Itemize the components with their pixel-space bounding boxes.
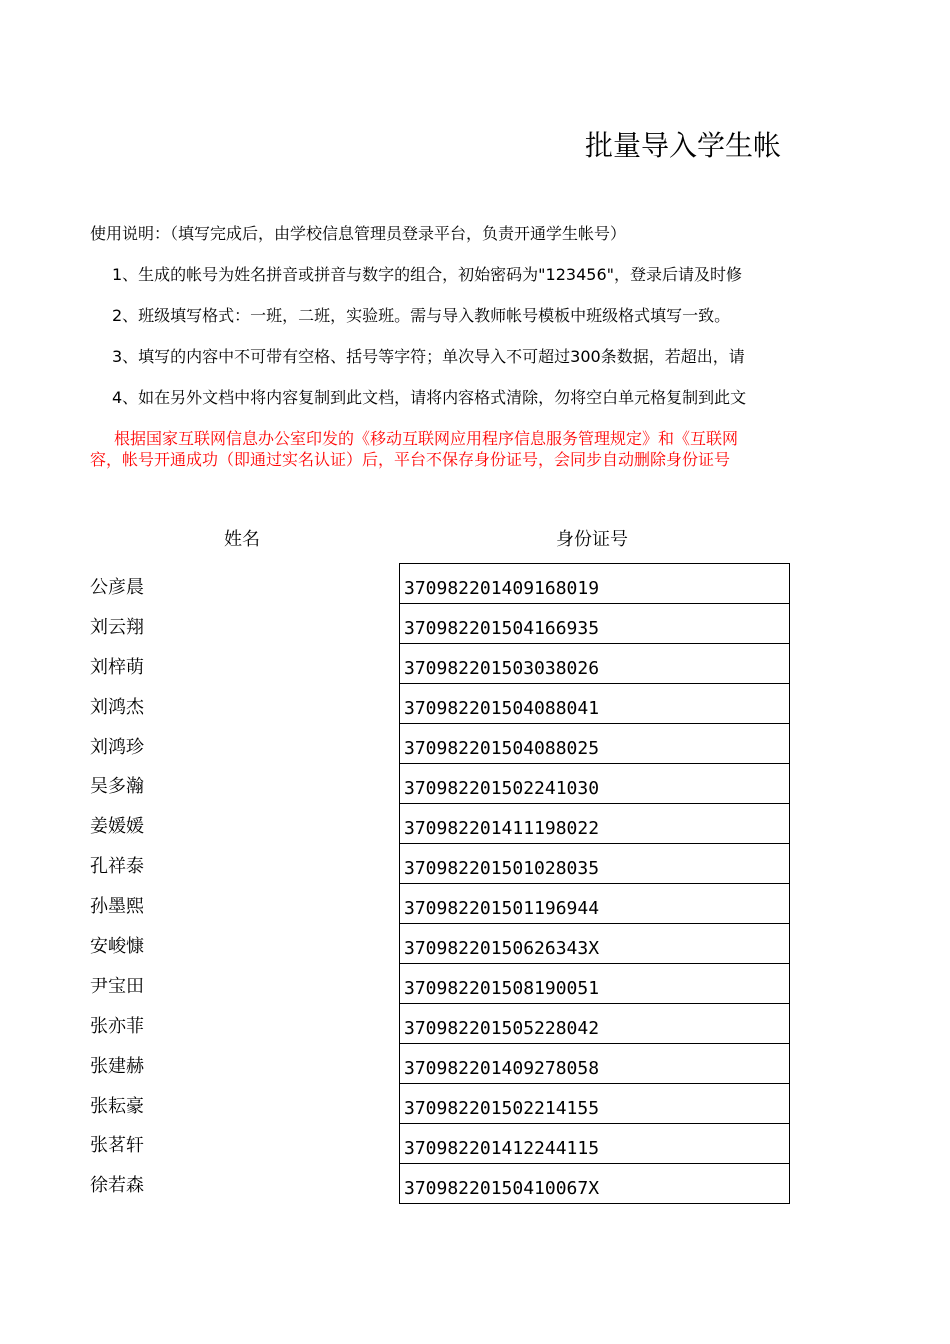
id-number-cell[interactable]: 370982201409278058 — [400, 1044, 789, 1084]
name-cell[interactable]: 张亦菲 — [90, 1015, 144, 1037]
id-number-cell[interactable]: 37098220150626343X — [400, 924, 789, 964]
id-number-cell[interactable]: 370982201411198022 — [400, 804, 789, 844]
name-cell[interactable]: 姜媛媛 — [90, 816, 144, 838]
name-cell[interactable]: 孔祥泰 — [90, 856, 144, 878]
name-cell[interactable]: 张茗轩 — [90, 1135, 144, 1157]
id-number-cell[interactable]: 370982201501196944 — [400, 884, 789, 924]
id-number-cell[interactable]: 370982201502241030 — [400, 764, 789, 804]
id-number-cell[interactable]: 370982201504166935 — [400, 604, 789, 644]
notice-line-2: 容，帐号开通成功（即通过实名认证）后，平台不保存身份证号，会同步自动删除身份证号 — [90, 450, 731, 469]
instruction-item-4: 4、如在另外文档中将内容复制到此文档，请将内容格式清除，勿将空白单元格复制到此文 — [112, 388, 747, 407]
name-cell[interactable]: 刘梓萌 — [90, 656, 144, 678]
id-number-cell[interactable]: 370982201412244115 — [400, 1124, 789, 1164]
name-cell[interactable]: 张耘豪 — [90, 1095, 144, 1117]
name-cell[interactable]: 吴多瀚 — [90, 776, 144, 798]
id-number-cell[interactable]: 370982201504088041 — [400, 684, 789, 724]
id-number-cell[interactable]: 370982201503038026 — [400, 644, 789, 684]
instruction-item-1: 1、生成的帐号为姓名拼音或拼音与数字的组合，初始密码为"123456"，登录后请及时修 — [112, 265, 742, 284]
instruction-item-2: 2、班级填写格式：一班，二班，实验班。需与导入教师帐号模板中班级格式填写一致。 — [112, 306, 731, 325]
id-column-header: 身份证号 — [556, 529, 628, 550]
id-number-cell[interactable]: 370982201409168019 — [400, 564, 789, 604]
id-number-cell[interactable]: 370982201504088025 — [400, 724, 789, 764]
name-cell[interactable]: 张建赫 — [90, 1055, 144, 1077]
name-cell[interactable]: 孙墨熙 — [90, 896, 144, 918]
notice-line-1: 根据国家互联网信息办公室印发的《移动互联网应用程序信息服务管理规定》和《互联网 — [114, 429, 739, 448]
id-number-cell[interactable]: 37098220150410067X — [404, 1178, 600, 1199]
name-cell[interactable]: 刘云翔 — [90, 616, 144, 638]
instruction-item-3: 3、填写的内容中不可带有空格、括号等字符；单次导入不可超过300条数据，若超出，请 — [112, 347, 745, 366]
id-number-cell[interactable]: 370982201501028035 — [400, 844, 789, 884]
name-cell[interactable]: 刘鸿珍 — [90, 736, 144, 758]
page-title: 批量导入学生帐 — [585, 129, 782, 162]
id-number-cell[interactable]: 370982201502214155 — [400, 1084, 789, 1124]
name-cell[interactable]: 徐若森 — [90, 1175, 144, 1197]
id-number-cell[interactable]: 370982201505228042 — [400, 1004, 789, 1044]
id-number-table — [399, 563, 790, 1204]
name-cell[interactable]: 公彦晨 — [90, 577, 144, 598]
name-cell[interactable]: 尹宝田 — [90, 975, 144, 997]
id-number-cell[interactable]: 370982201508190051 — [400, 964, 789, 1004]
instructions-heading: 使用说明：（填写完成后，由学校信息管理员登录平台，负责开通学生帐号） — [90, 224, 627, 243]
name-column — [90, 563, 144, 1201]
name-cell[interactable]: 安峻慷 — [90, 936, 144, 958]
name-column-header: 姓名 — [224, 529, 260, 550]
name-cell[interactable]: 刘鸿杰 — [90, 696, 144, 718]
